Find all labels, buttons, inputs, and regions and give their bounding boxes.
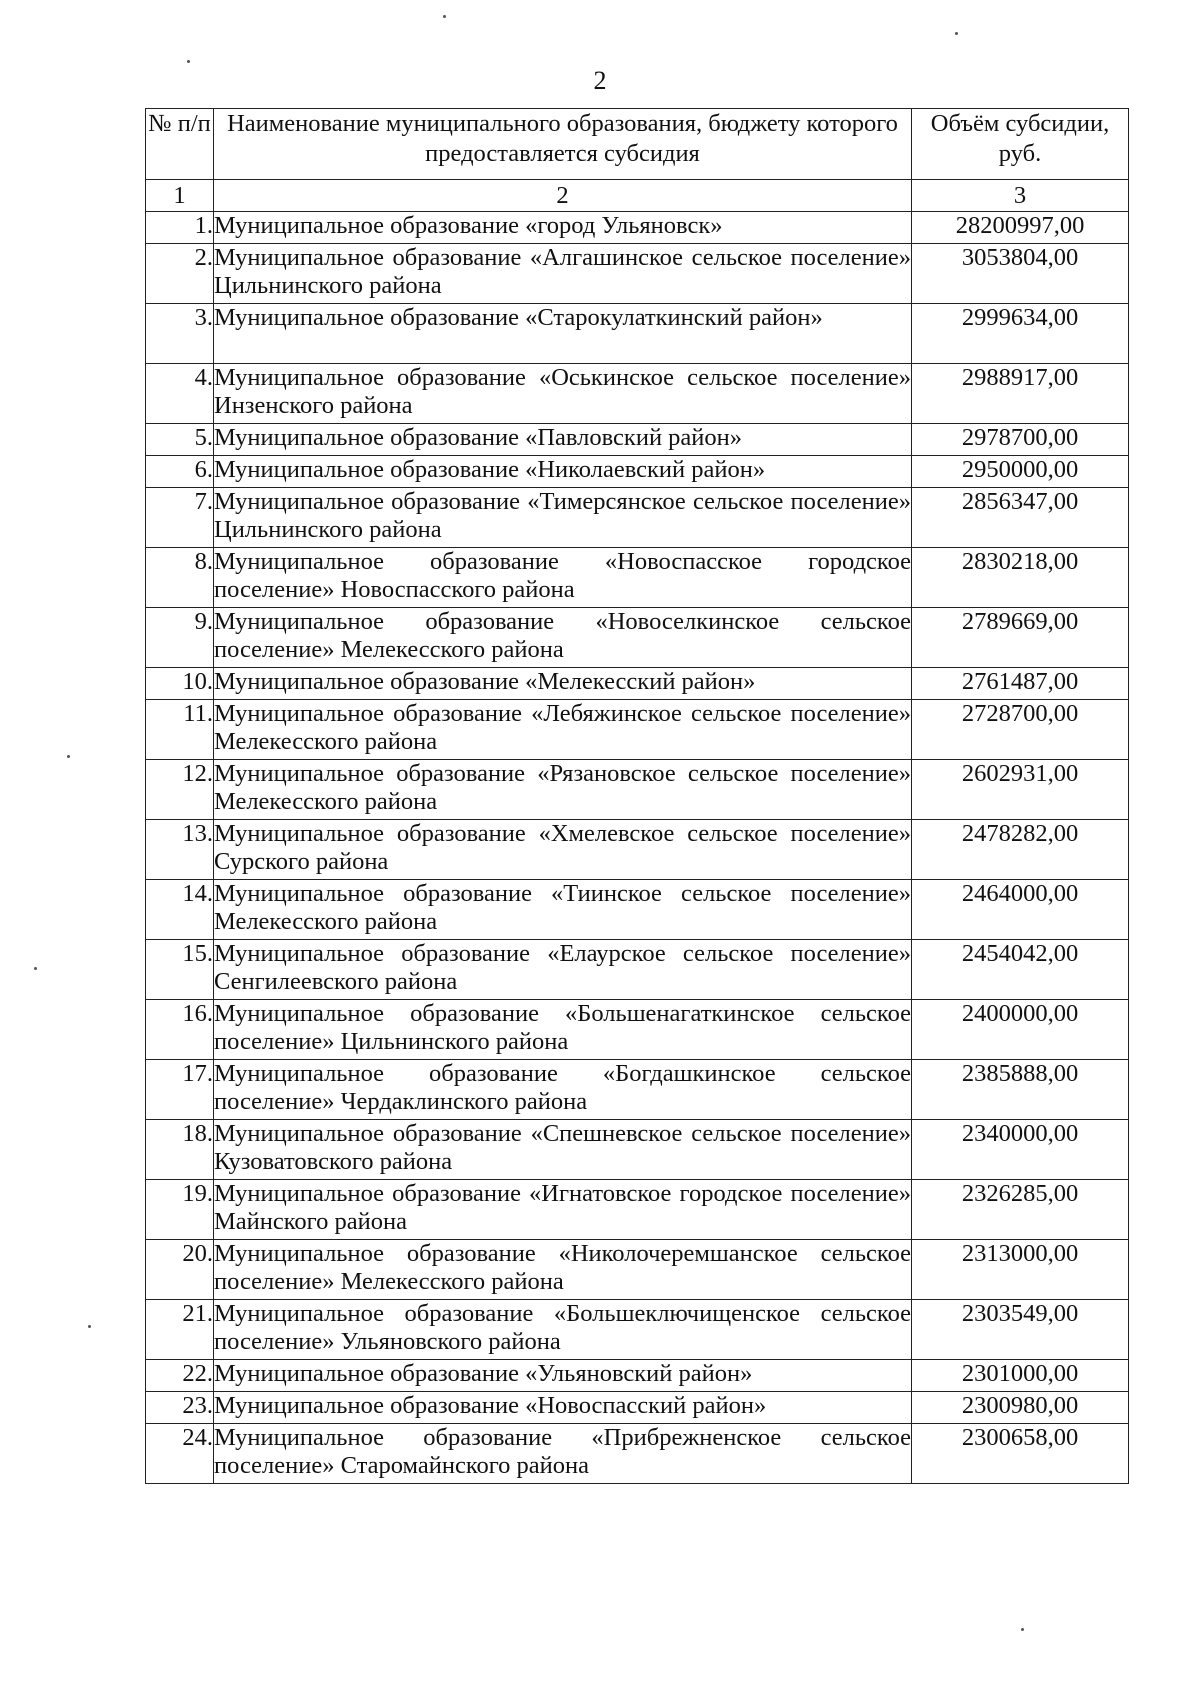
row-number: 3.: [146, 304, 214, 364]
row-number: 24.: [146, 1424, 214, 1484]
subsidy-amount: 2761487,00: [912, 668, 1129, 700]
column-number: 1: [146, 180, 214, 212]
subsidy-amount: 2340000,00: [912, 1120, 1129, 1180]
table-row: [146, 244, 1129, 304]
subsidy-amount: 2988917,00: [912, 364, 1129, 424]
municipality-name: Муниципальное образование «Алгашинское сельское поселение» Цильнинского района: [214, 244, 912, 304]
row-number: 10.: [146, 668, 214, 700]
row-number: 7.: [146, 488, 214, 548]
subsidy-amount: 2301000,00: [912, 1360, 1129, 1392]
subsidy-amount: 2300658,00: [912, 1424, 1129, 1484]
municipality-name: Муниципальное образование «Рязановское сельское поселение» Мелекесского района: [214, 760, 912, 820]
subsidy-amount: 3053804,00: [912, 244, 1129, 304]
municipality-name: Муниципальное образование «Елаурское сельское поселение» Сенгилеевского района: [214, 940, 912, 1000]
municipality-name: Муниципальное образование «Большенагаткинское сельское поселение» Цильнинского района: [214, 1000, 912, 1060]
scan-speck: [955, 32, 958, 35]
header-subsidy-amount: Объём субсидии, руб.: [912, 109, 1129, 180]
column-number: 2: [214, 180, 912, 212]
municipality-name: Муниципальное образование «Тимерсянское сельское поселение» Цильнинского района: [214, 488, 912, 548]
municipality-name: Муниципальное образование «Николаевский район»: [214, 456, 912, 488]
table-row: [146, 760, 1129, 820]
subsidy-amount: 2464000,00: [912, 880, 1129, 940]
subsidy-amount: 2950000,00: [912, 456, 1129, 488]
subsidy-amount: 2300980,00: [912, 1392, 1129, 1424]
subsidy-amount: 2385888,00: [912, 1060, 1129, 1120]
row-number: 13.: [146, 820, 214, 880]
row-number: 17.: [146, 1060, 214, 1120]
municipality-name: Муниципальное образование «Николочеремшанское сельское поселение» Мелекесского района: [214, 1240, 912, 1300]
subsidy-amount: 2999634,00: [912, 304, 1129, 364]
table-row: [146, 1120, 1129, 1180]
municipality-name: Муниципальное образование «Большеключищенское сельское поселение» Ульяновского района: [214, 1300, 912, 1360]
row-number: 16.: [146, 1000, 214, 1060]
table-row: [146, 668, 1129, 700]
scan-speck: [88, 1325, 91, 1328]
municipality-name: Муниципальное образование «Спешневское сельское поселение» Кузоватовского района: [214, 1120, 912, 1180]
table-row: [146, 1300, 1129, 1360]
row-number: 9.: [146, 608, 214, 668]
subsidy-amount: 2454042,00: [912, 940, 1129, 1000]
column-number-row: [146, 180, 1129, 212]
table-row: [146, 1180, 1129, 1240]
row-number: 11.: [146, 700, 214, 760]
table-row: [146, 1392, 1129, 1424]
municipality-name: Муниципальное образование «Старокулаткинский район»: [214, 304, 912, 364]
table-row: [146, 940, 1129, 1000]
header-municipality: Наименование муниципального образования, бюджету которого предоставляется субсидия: [214, 109, 912, 180]
row-number: 22.: [146, 1360, 214, 1392]
table-row: [146, 608, 1129, 668]
subsidy-amount: 2856347,00: [912, 488, 1129, 548]
table-row: [146, 456, 1129, 488]
subsidy-amount: 2830218,00: [912, 548, 1129, 608]
table-row: [146, 1060, 1129, 1120]
row-number: 5.: [146, 424, 214, 456]
table-row: [146, 488, 1129, 548]
subsidy-amount: 2400000,00: [912, 1000, 1129, 1060]
subsidy-amount: 2313000,00: [912, 1240, 1129, 1300]
row-number: 18.: [146, 1120, 214, 1180]
municipality-name: Муниципальное образование «Павловский район»: [214, 424, 912, 456]
row-number: 6.: [146, 456, 214, 488]
subsidy-amount: 2728700,00: [912, 700, 1129, 760]
municipality-name: Муниципальное образование «Новоселкинское сельское поселение» Мелекесского района: [214, 608, 912, 668]
municipality-name: Муниципальное образование «Игнатовское городское поселение» Майнского района: [214, 1180, 912, 1240]
row-number: 15.: [146, 940, 214, 1000]
row-number: 14.: [146, 880, 214, 940]
table-row: [146, 820, 1129, 880]
table-row: [146, 880, 1129, 940]
column-number: 3: [912, 180, 1129, 212]
municipality-name: Муниципальное образование «Новоспасский район»: [214, 1392, 912, 1424]
row-number: 8.: [146, 548, 214, 608]
scan-speck: [187, 60, 190, 63]
municipality-name: Муниципальное образование «Лебяжинское сельское поселение» Мелекесского района: [214, 700, 912, 760]
subsidy-table: [145, 108, 1129, 1484]
municipality-name: Муниципальное образование «Тиинское сельское поселение» Мелекесского района: [214, 880, 912, 940]
table-row: [146, 1000, 1129, 1060]
row-number: 20.: [146, 1240, 214, 1300]
table-row: [146, 1240, 1129, 1300]
municipality-name: Муниципальное образование «Прибрежненское сельское поселение» Старомайнского района: [214, 1424, 912, 1484]
subsidy-amount: 28200997,00: [912, 212, 1129, 244]
row-number: 12.: [146, 760, 214, 820]
scan-speck: [443, 15, 446, 18]
scan-speck: [1021, 1628, 1024, 1631]
subsidy-amount: 2602931,00: [912, 760, 1129, 820]
scan-speck: [67, 755, 70, 758]
municipality-name: Муниципальное образование «Хмелевское сельское поселение» Сурского района: [214, 820, 912, 880]
table-row: [146, 1424, 1129, 1484]
table-header-row: [146, 109, 1129, 180]
row-number: 21.: [146, 1300, 214, 1360]
municipality-name: Муниципальное образование «Мелекесский район»: [214, 668, 912, 700]
table-row: [146, 364, 1129, 424]
header-number: № п/п: [146, 109, 214, 180]
municipality-name: Муниципальное образование «Оськинское сельское поселение» Инзенского района: [214, 364, 912, 424]
subsidy-amount: 2789669,00: [912, 608, 1129, 668]
row-number: 23.: [146, 1392, 214, 1424]
table-row: [146, 304, 1129, 364]
row-number: 4.: [146, 364, 214, 424]
municipality-name: Муниципальное образование «Новоспасское городское поселение» Новоспасского района: [214, 548, 912, 608]
table-row: [146, 700, 1129, 760]
table-row: [146, 1360, 1129, 1392]
subsidy-amount: 2478282,00: [912, 820, 1129, 880]
subsidy-amount: 2326285,00: [912, 1180, 1129, 1240]
table-row: [146, 548, 1129, 608]
page-number: 2: [593, 66, 607, 95]
municipality-name: Муниципальное образование «город Ульяновск»: [214, 212, 912, 244]
row-number: 1.: [146, 212, 214, 244]
table-body: [146, 212, 1129, 1484]
row-number: 19.: [146, 1180, 214, 1240]
row-number: 2.: [146, 244, 214, 304]
municipality-name: Муниципальное образование «Ульяновский район»: [214, 1360, 912, 1392]
table-row: [146, 212, 1129, 244]
subsidy-amount: 2978700,00: [912, 424, 1129, 456]
subsidy-amount: 2303549,00: [912, 1300, 1129, 1360]
table-row: [146, 424, 1129, 456]
scan-speck: [34, 967, 37, 970]
municipality-name: Муниципальное образование «Богдашкинское сельское поселение» Чердаклинского района: [214, 1060, 912, 1120]
